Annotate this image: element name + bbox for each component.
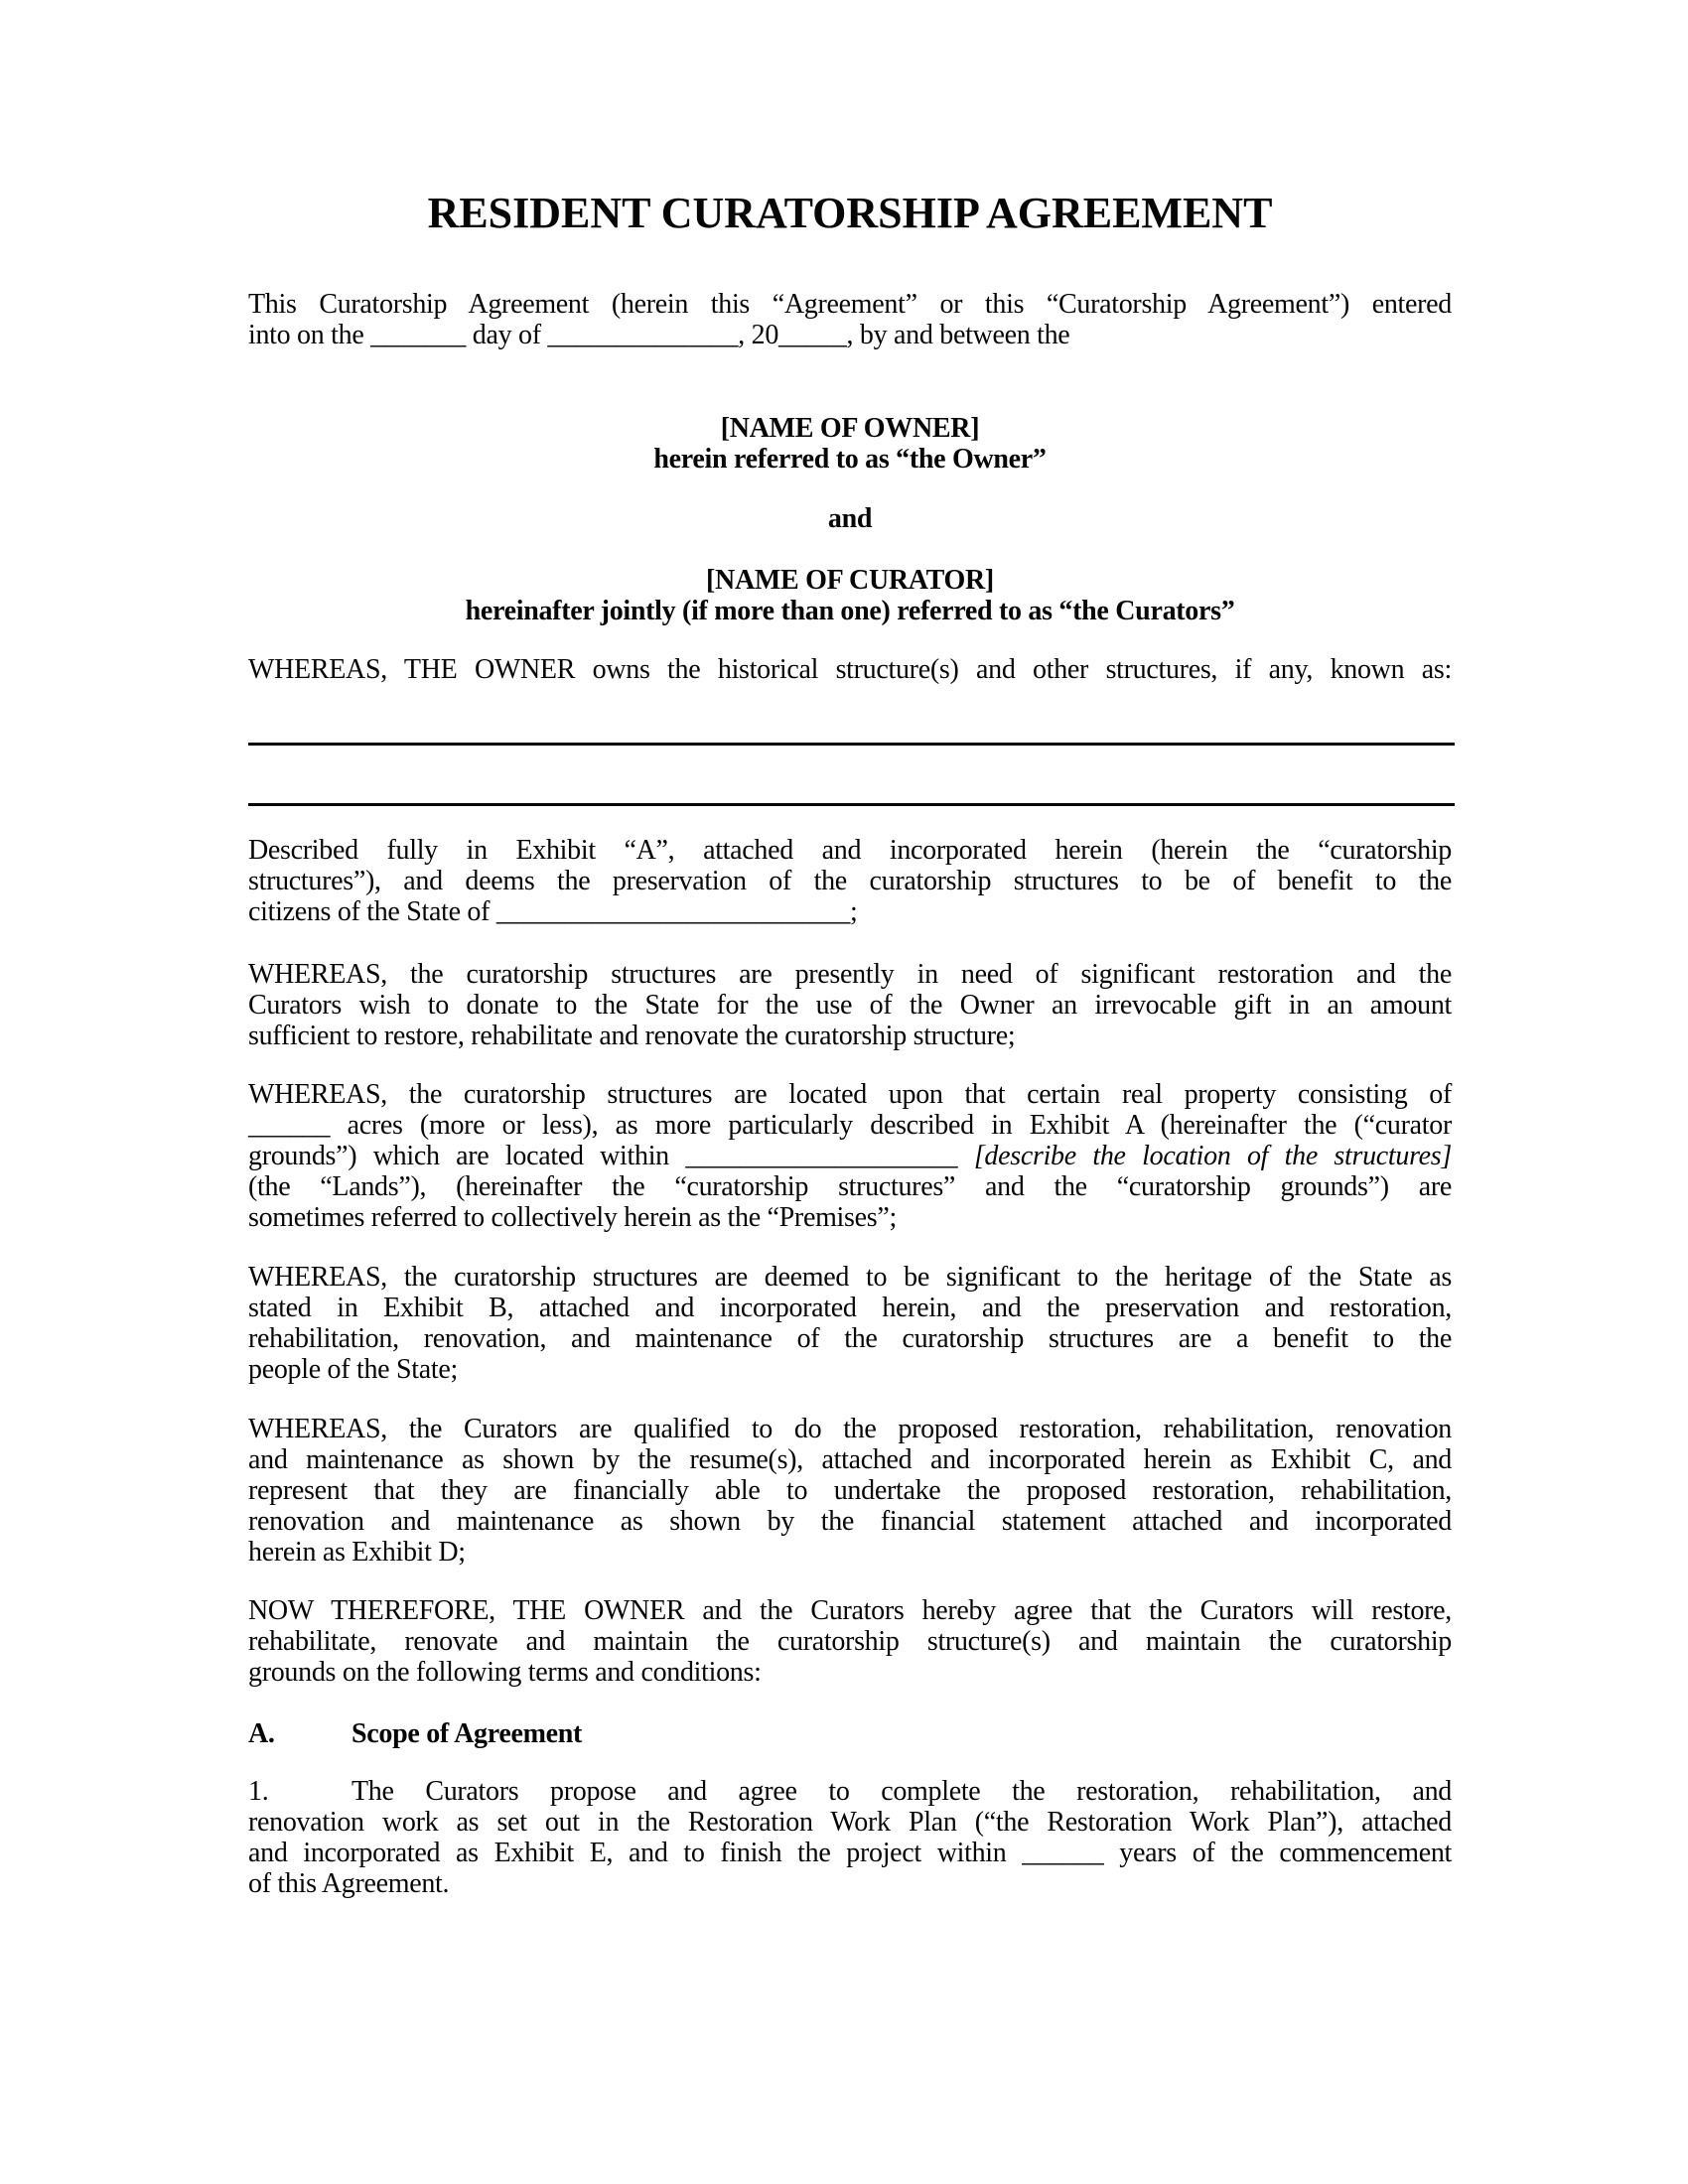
- text-line-with-blanks: [248, 1141, 1452, 1171]
- text-line: This Curatorship Agreement (herein this “Agreement” or this “Curatorship Agreement”) entered: [248, 289, 1452, 320]
- whereas-owns-paragraph: [248, 654, 1452, 685]
- curator-name-placeholder: [NAME OF CURATOR]: [706, 565, 994, 596]
- text-line: sometimes referred to collectively herein as the “Premises”;: [248, 1202, 897, 1233]
- now-therefore-paragraph: [248, 1595, 1452, 1688]
- section-heading-text: Scope of Agreement: [352, 1718, 583, 1749]
- text-line: represent that they are financially able to undertake the proposed restoration, rehabilitation,: [248, 1475, 1452, 1506]
- text-line: Curators wish to donate to the State for the use of the Owner an irrevocable gift in an amount: [248, 990, 1452, 1021]
- conjunction-block: [248, 503, 1452, 534]
- text-line-with-blanks: into on the _______ day of ______________, 20_____, by and between the: [248, 320, 1070, 350]
- conjunction-and: and: [827, 503, 873, 534]
- section-letter: A.: [248, 1718, 275, 1749]
- document-title: RESIDENT CURATORSHIP AGREEMENT: [427, 189, 1273, 237]
- fill-in-line-1: [248, 743, 1455, 746]
- fill-in-line-2: [248, 803, 1455, 806]
- text-line: renovation and maintenance as shown by the financial statement attached and incorporated: [248, 1506, 1452, 1537]
- text-line: structures”), and deems the preservation of the curatorship structures to be of benefit to the: [248, 866, 1452, 896]
- text-line: herein as Exhibit D;: [248, 1537, 466, 1568]
- curator-reference: hereinafter jointly (if more than one) referred to as “the Curators”: [465, 596, 1235, 626]
- whereas-deemed-paragraph: [248, 1262, 1452, 1385]
- intro-paragraph: [248, 289, 1452, 350]
- clause-number: 1.: [248, 1776, 269, 1807]
- text-line: renovation work as set out in the Restoration Work Plan (“the Restoration Work Plan”), attached: [248, 1807, 1452, 1838]
- document-content: [248, 0, 1452, 1899]
- text-line-with-blanks: citizens of the State of __________________________;: [248, 896, 858, 927]
- text-line: Described fully in Exhibit “A”, attached and incorporated herein (herein the “curatorship: [248, 835, 1452, 866]
- text-line-with-blanks: ______ acres (more or less), as more particularly described in Exhibit A (hereinafter the (“curator: [248, 1110, 1452, 1141]
- whereas-presently-paragraph: [248, 959, 1452, 1051]
- whereas-located-paragraph: [248, 1079, 1452, 1233]
- whereas-qualified-paragraph: [248, 1414, 1452, 1568]
- text-line: rehabilitation, renovation, and maintenance of the curatorship structures are a benefit to the: [248, 1323, 1452, 1354]
- text-line: [248, 1776, 1452, 1807]
- clause-text: The Curators propose and agree to complete the restoration, rehabilitation, and: [352, 1776, 1452, 1807]
- text-line: of this Agreement.: [248, 1868, 450, 1899]
- text-line: grounds on the following terms and conditions:: [248, 1657, 762, 1688]
- section-heading: [248, 1718, 1452, 1749]
- location-instruction-italic: [describe the location of the structures]: [957, 1141, 1452, 1171]
- scope-of-agreement-heading: [248, 1718, 1452, 1749]
- text-line: NOW THEREFORE, THE OWNER and the Curators hereby agree that the Curators will restore,: [248, 1595, 1452, 1626]
- text-line: and maintenance as shown by the resume(s), attached and incorporated herein as Exhibit C, and: [248, 1444, 1452, 1475]
- text-line: (the “Lands”), (hereinafter the “curatorship structures” and the “curatorship grounds”) are: [248, 1171, 1452, 1202]
- text-line: rehabilitate, renovate and maintain the curatorship structure(s) and maintain the curatorship: [248, 1626, 1452, 1657]
- text-line: WHEREAS, the Curators are qualified to do the proposed restoration, rehabilitation, renovation: [248, 1414, 1452, 1444]
- text-line-with-blanks: and incorporated as Exhibit E, and to finish the project within ______ years of the commencement: [248, 1838, 1452, 1868]
- owner-reference: herein referred to as “the Owner”: [653, 444, 1047, 475]
- text-line: WHEREAS, THE OWNER owns the historical structure(s) and other structures, if any, known as:: [248, 654, 1452, 685]
- text-line: WHEREAS, the curatorship structures are located upon that certain real property consisting of: [248, 1079, 1452, 1110]
- text-line: people of the State;: [248, 1354, 458, 1385]
- described-paragraph: [248, 835, 1452, 927]
- text-line: stated in Exhibit B, attached and incorporated herein, and the preservation and restoration,: [248, 1293, 1452, 1323]
- located-within-text: grounds”) which are located within ____________________: [248, 1141, 958, 1171]
- text-line: sufficient to restore, rehabilitate and renovate the curatorship structure;: [248, 1021, 1016, 1051]
- curator-party-block: [248, 565, 1452, 626]
- text-line: WHEREAS, the curatorship structures are presently in need of significant restoration and the: [248, 959, 1452, 990]
- owner-name-placeholder: [NAME OF OWNER]: [720, 413, 980, 444]
- clause-1-paragraph: [248, 1776, 1452, 1899]
- text-line: WHEREAS, the curatorship structures are deemed to be significant to the heritage of the State as: [248, 1262, 1452, 1293]
- owner-party-block: [248, 413, 1452, 475]
